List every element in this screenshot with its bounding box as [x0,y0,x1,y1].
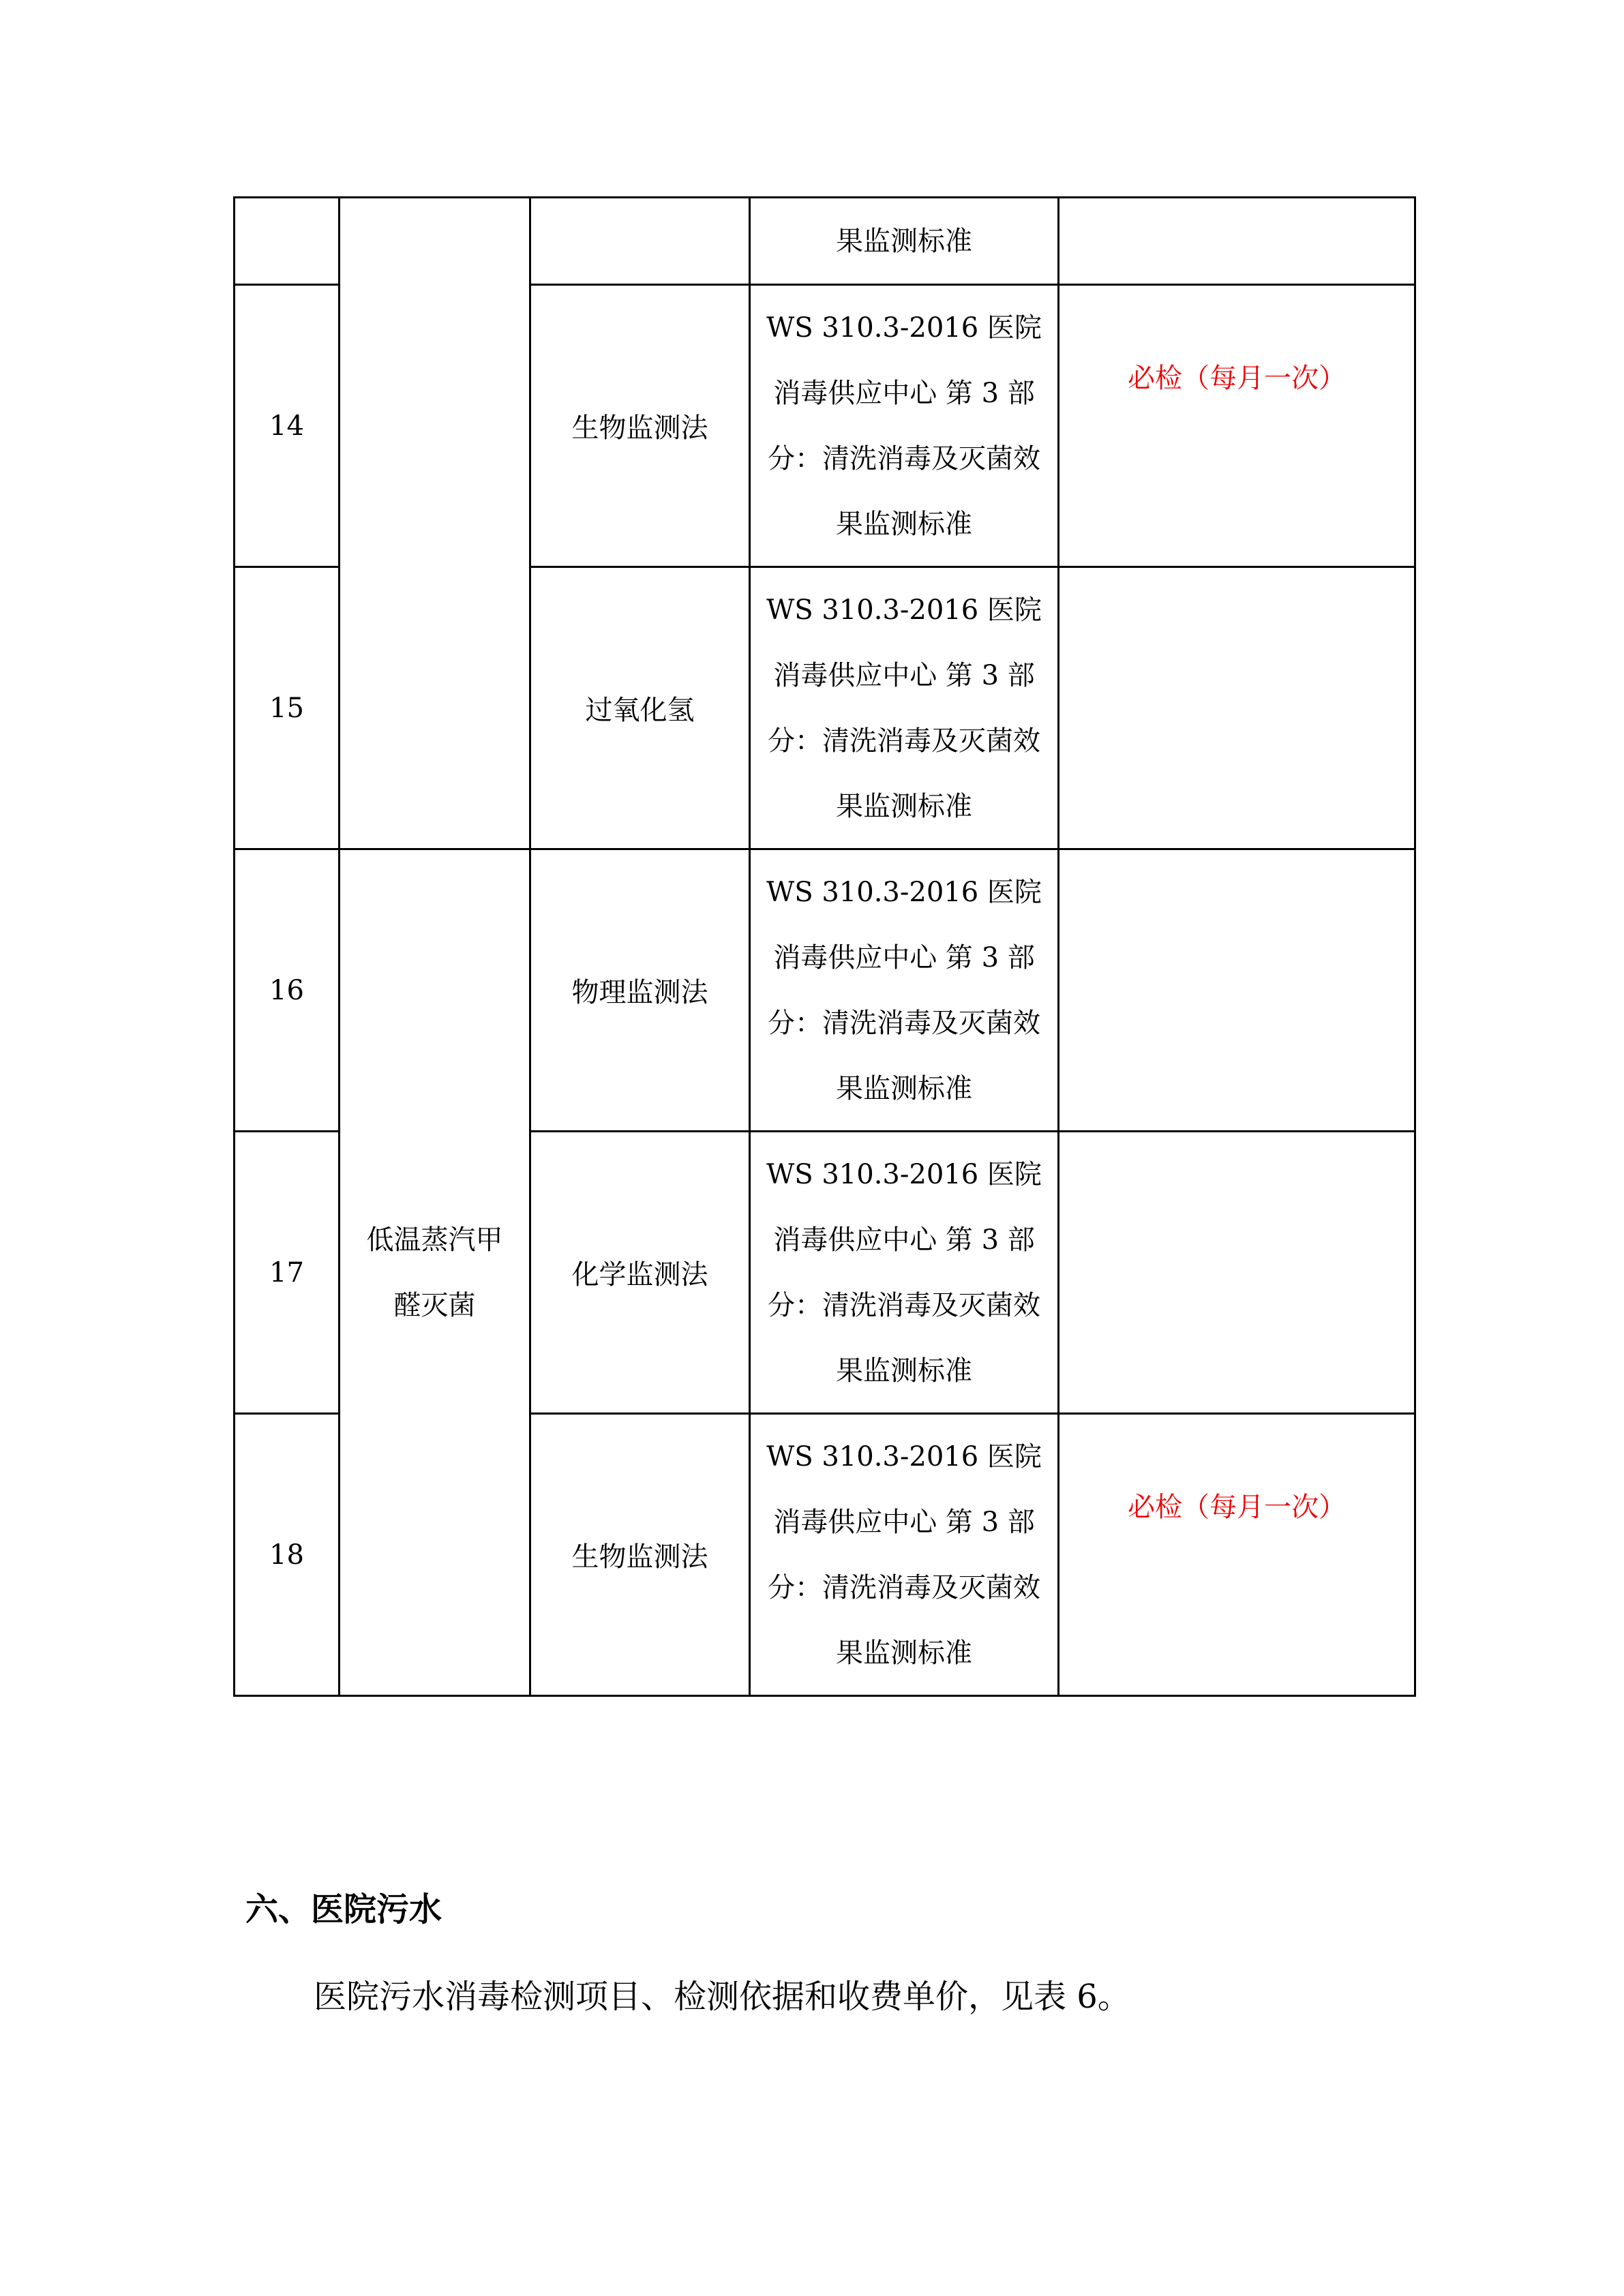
category-line: 醛灭菌 [393,1289,476,1321]
table-row-continued [235,198,1415,285]
standard-line: 果监测标准 [836,1072,972,1104]
cell-requirement [1059,1132,1415,1414]
cell-method [530,198,750,285]
section-paragraph: 医院污水消毒检测项目、检测依据和收费单价，见表 6。 [314,1978,1130,2016]
standard-line: 消毒供应中心 第 3 部 [773,659,1035,691]
standard-line: 果监测标准 [836,1637,972,1669]
cell-requirement: 必检（每月一次） [1059,1414,1415,1696]
cell-method: 生物监测法 [530,1414,750,1696]
table-row [235,849,1415,1132]
standard-line: 消毒供应中心 第 3 部 [773,377,1035,409]
cell-no: 18 [235,1414,340,1696]
cell-category-continued [340,198,530,849]
standard-line: 分：清洗消毒及灭菌效 [768,442,1040,474]
standard-line: 果监测标准 [836,508,972,540]
cell-method: 过氧化氢 [530,567,750,849]
standard-line: 分：清洗消毒及灭菌效 [768,725,1040,757]
cell-no [235,198,340,285]
cell-standard [750,1414,1059,1696]
cell-method: 化学监测法 [530,1132,750,1414]
standard-line: 消毒供应中心 第 3 部 [773,1224,1035,1256]
standard-line: WS 310.3-2016 医院 [766,594,1042,626]
cell-no: 16 [235,849,340,1132]
cell-standard [750,849,1059,1132]
standard-line: 果监测标准 [836,1355,972,1387]
cell-no: 17 [235,1132,340,1414]
cell-standard: 果监测标准 [750,198,1059,285]
cell-requirement: 必检（每月一次） [1059,285,1415,567]
cell-requirement [1059,198,1415,285]
section-heading: 六、医院污水 [245,1890,442,1929]
standard-line: WS 310.3-2016 医院 [766,1158,1042,1190]
cell-method: 生物监测法 [530,285,750,567]
cell-standard [750,567,1059,849]
standard-line: 消毒供应中心 第 3 部 [773,1506,1035,1538]
cell-requirement [1059,849,1415,1132]
cell-method: 物理监测法 [530,849,750,1132]
monitoring-table [233,196,1416,1697]
standard-line: 分：清洗消毒及灭菌效 [768,1289,1040,1321]
cell-category [340,849,530,1696]
standard-line: 分：清洗消毒及灭菌效 [768,1571,1040,1603]
standard-line: 果监测标准 [836,790,972,822]
standard-line: 消毒供应中心 第 3 部 [773,941,1035,973]
category-line: 低温蒸汽甲 [366,1224,503,1256]
cell-standard [750,1132,1059,1414]
cell-requirement [1059,567,1415,849]
cell-no: 14 [235,285,340,567]
standard-line: WS 310.3-2016 医院 [766,1440,1042,1472]
cell-standard [750,285,1059,567]
cell-no: 15 [235,567,340,849]
standard-line: WS 310.3-2016 医院 [766,876,1042,908]
standard-line: WS 310.3-2016 医院 [766,312,1042,344]
standard-line: 分：清洗消毒及灭菌效 [768,1007,1040,1039]
